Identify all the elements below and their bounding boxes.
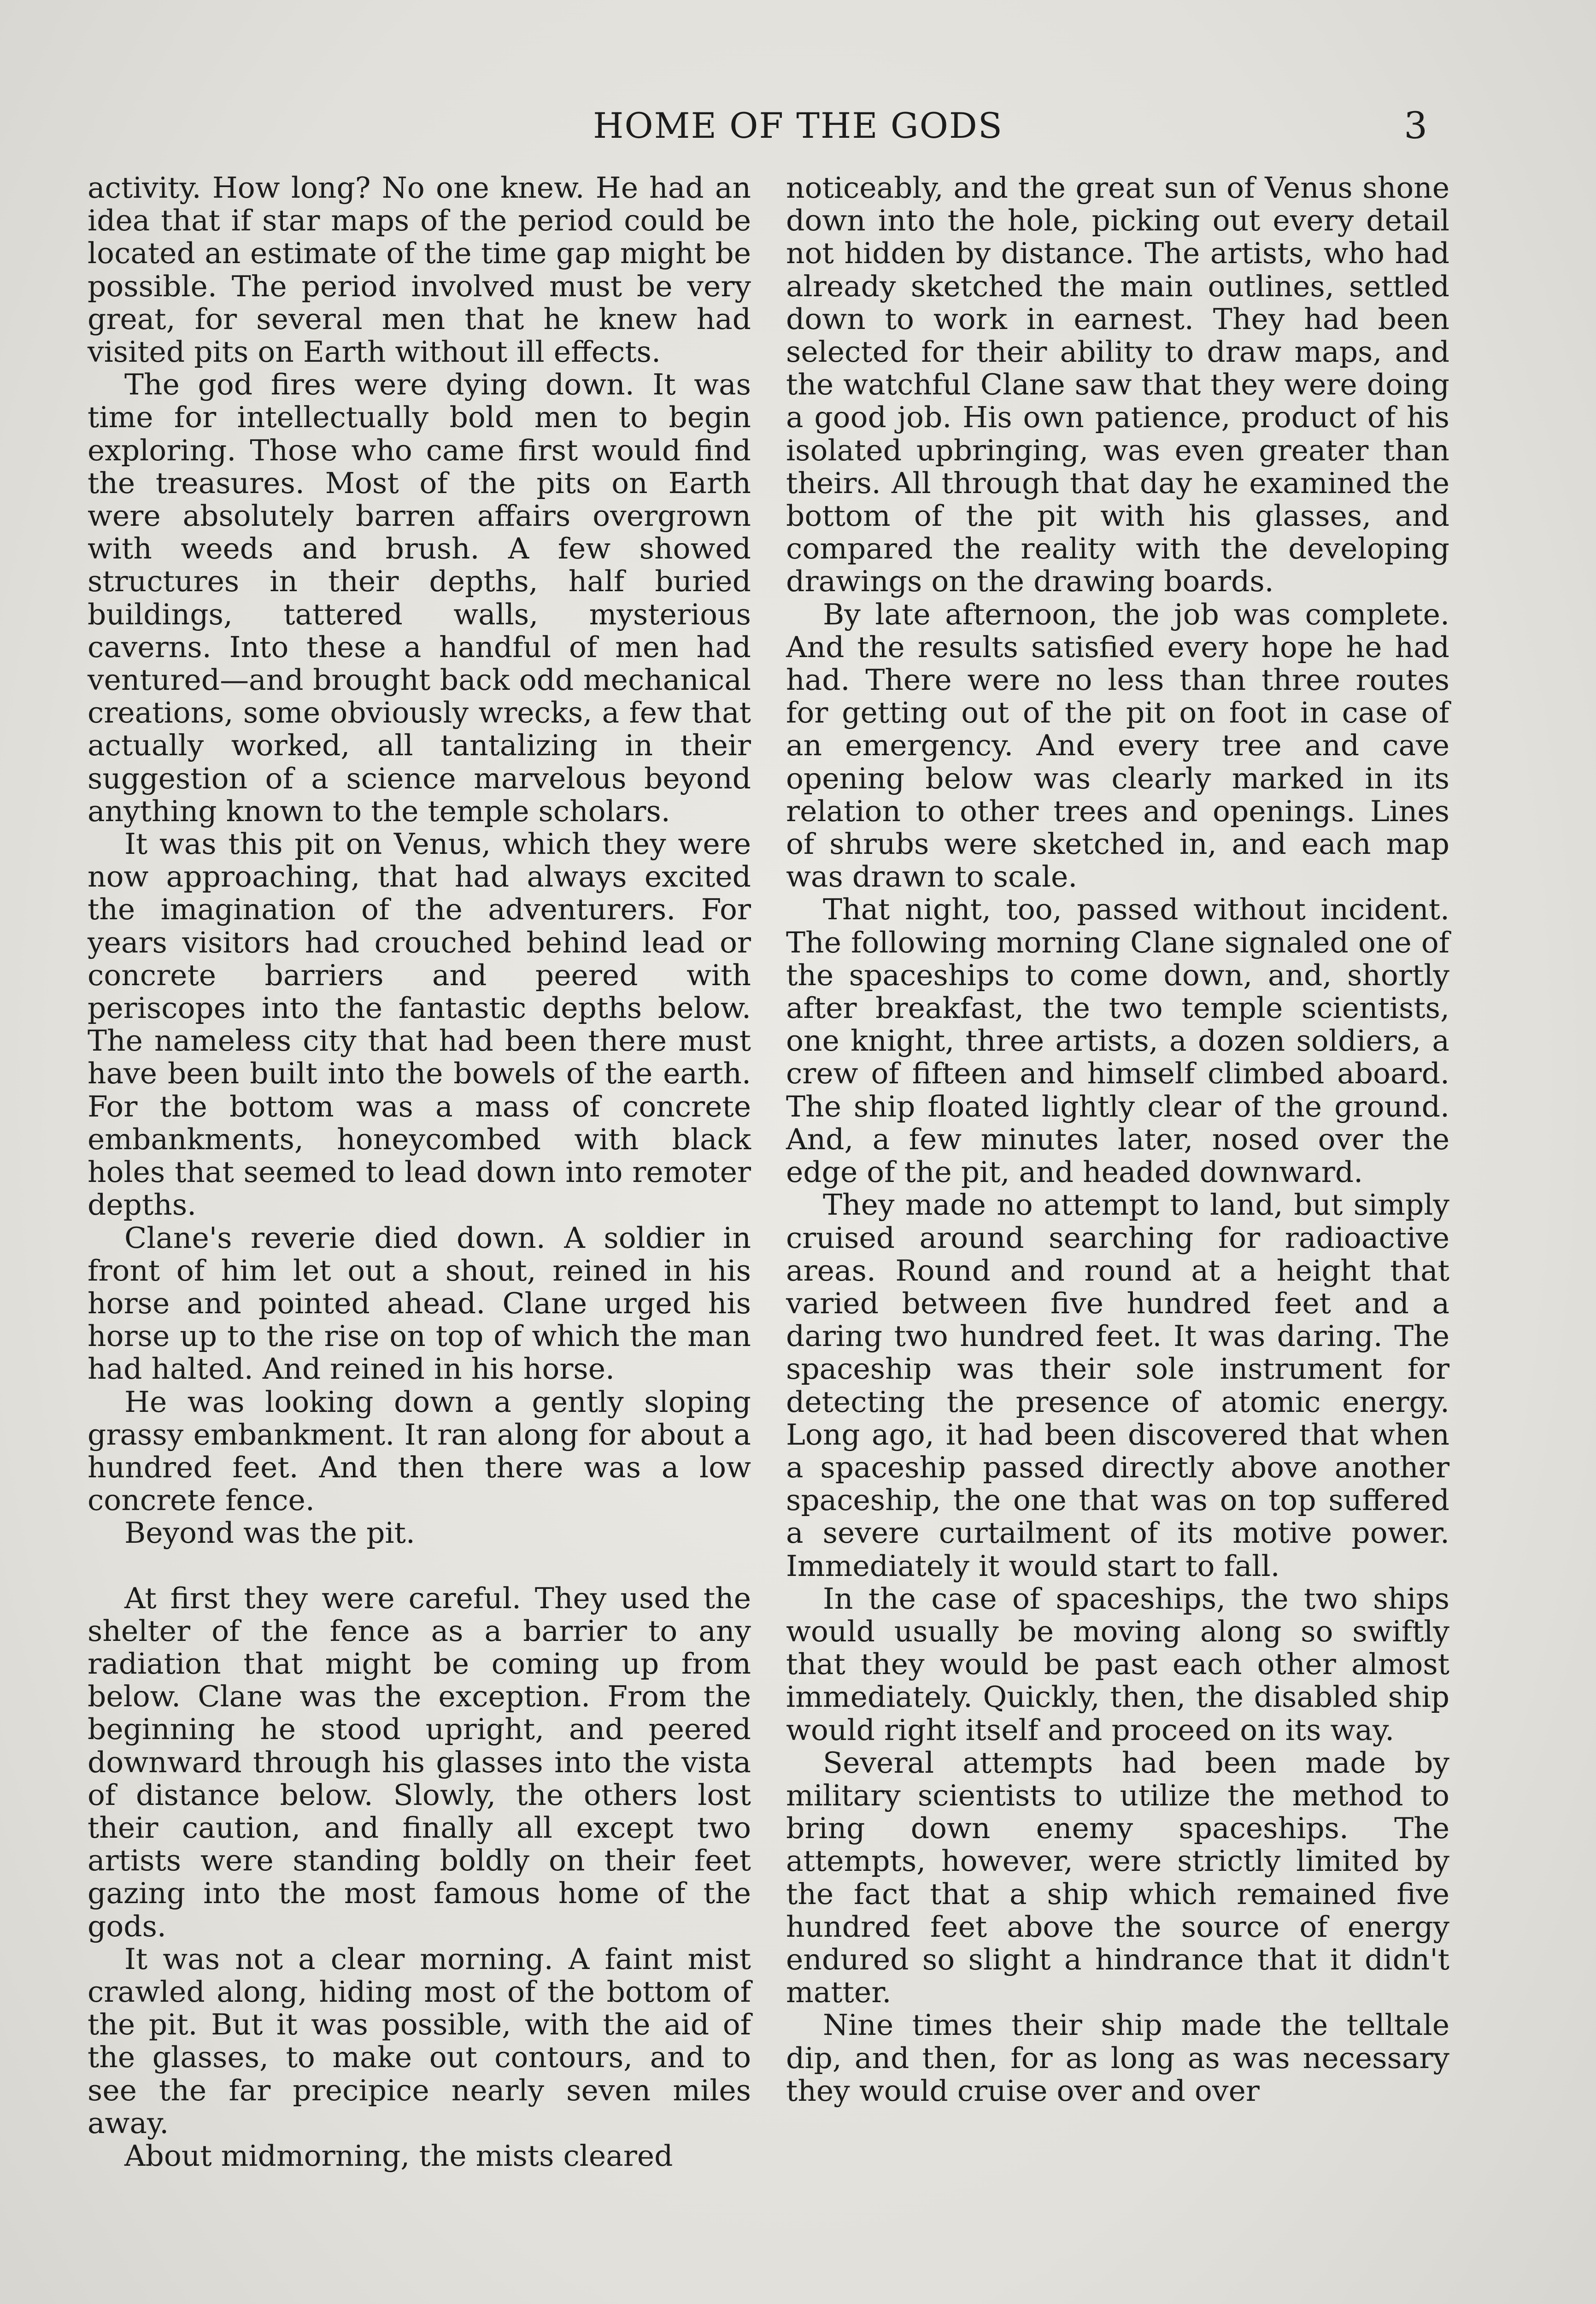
paragraph: Nine times their ship made the telltale dip, and then, for as long as was necessary they would cruise over and over: [786, 2008, 1449, 2108]
paragraph: noticeably, and the great sun of Venus shone down into the hole, picking out every detail not hidden by distance. The artists, who had already sketched the main outlines, settled down to work in earnest. They had been selected for their ability to draw maps, and the watchful Clane saw that they were doing a good job. His own patience, product of his isolated upbringing, was even greater than theirs. All through that day he examined the bottom of the pit with his glasses, and compared the reality with the developing drawings on the drawing boards.: [786, 171, 1449, 599]
paragraph: Clane's reverie died down. A soldier in front of him let out a shout, reined in his horse and pointed ahead. Clane urged his horse up to the rise on top of which the man had halted. And reined in his horse.: [88, 1221, 751, 1386]
page-number: 3: [1404, 104, 1427, 147]
paragraph: activity. How long? No one knew. He had an idea that if star maps of the period could be located an estimate of the time gap might be possible. The period involved must be very great, for several men that he knew had visited pits on Earth without ill effects.: [88, 171, 751, 369]
right-column: [786, 171, 1449, 2107]
paragraph: He was looking down a gently sloping grassy embankment. It ran along for about a hundred feet. And then there was a low concrete fence.: [88, 1385, 751, 1517]
paragraph: Several attempts had been made by military scientists to utilize the method to bring down enemy spaceships. The attempts, however, were strictly limited by the fact that a ship which remained five hundred feet above the source of energy endured so slight a hindrance that it didn't matter.: [786, 1746, 1449, 2010]
page-header: [0, 100, 1596, 151]
paragraph: It was this pit on Venus, which they were now approaching, that had always excited the imagination of the adventurers. For years visitors had crouched behind lead or concrete barriers and peered with periscopes into the fantastic depths below. The nameless city that had been there must have been built into the bowels of the earth. For the bottom was a mass of concrete embankments, honeycombed with black holes that seemed to lead down into remoter depths.: [88, 827, 751, 1222]
paragraph: That night, too, passed without incident. The following morning Clane signaled one of the spaceships to come down, and, shortly after breakfast, the two temple scientists, one knight, three artists, a dozen soldiers, a crew of fifteen and himself climbed aboard. The ship floated lightly clear of the ground. And, a few minutes later, nosed over the edge of the pit, and headed downward.: [786, 893, 1449, 1189]
paragraph: Beyond was the pit.: [124, 1516, 415, 1550]
running-head: HOME OF THE GODS: [593, 105, 1003, 146]
left-column: [88, 171, 751, 2172]
paragraph: They made no attempt to land, but simply cruised around searching for radioactive areas. Round and round at a height that varied between five hundred feet and a daring two hundred feet. It was daring. The spaceship was their sole instrument for detecting the presence of atomic energy. Long ago, it had been discovered that when a spaceship passed directly above another spaceship, the one that was on top suffered a severe curtailment of its motive power. Immediately it would start to fall.: [786, 1188, 1449, 1583]
paragraph: By late afternoon, the job was complete. And the results satisfied every hope he had had. There were no less than three routes for getting out of the pit on foot in case of an emergency. And every tree and cave opening below was clearly marked in its relation to other trees and openings. Lines of shrubs were sketched in, and each map was drawn to scale.: [786, 597, 1449, 894]
paragraph: It was not a clear morning. A faint mist crawled along, hiding most of the bottom of the pit. But it was possible, with the aid of the glasses, to make out contours, and to see the far precipice nearly seven miles away.: [88, 1942, 751, 2140]
paragraph: In the case of spaceships, the two ships would usually be moving along so swiftly that they would be past each other almost immediately. Quickly, then, the disabled ship would right itself and proceed on its way.: [786, 1581, 1449, 1747]
paragraph: The god fires were dying down. It was time for intellectually bold men to begin exploring. Those who came first would find the treasures. Most of the pits on Earth were absolutely barren affairs overgrown with weeds and brush. A few showed structures in their depths, half buried buildings, tattered walls, mysterious caverns. Into these a handful of men had ventured—and brought back odd mechanical creations, some obviously wrecks, a few that actually worked, all tantalizing in their suggestion of a science marvelous beyond anything known to the temple scholars.: [88, 368, 751, 828]
paragraph: At first they were careful. They used the shelter of the fence as a barrier to any radiation that might be coming up from below. Clane was the exception. From the beginning he stood upright, and peered downward through his glasses into the vista of distance below. Slowly, the others lost their caution, and finally all except two artists were standing boldly on their feet gazing into the most famous home of the gods.: [88, 1581, 751, 1943]
paragraph: About midmorning, the mists cleared: [124, 2139, 673, 2173]
